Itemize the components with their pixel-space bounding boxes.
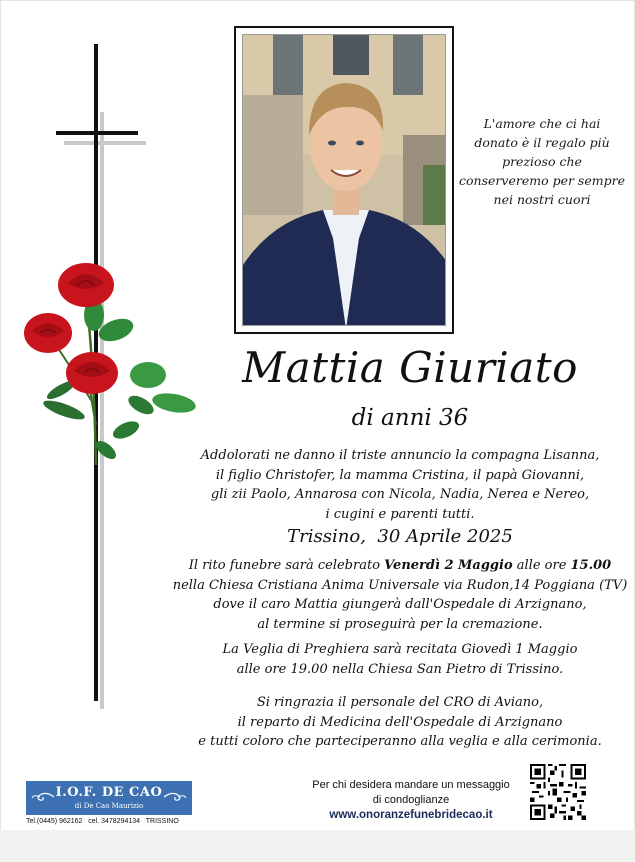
vigil-details: [170, 640, 630, 679]
place-and-date: Trissino, 30 Aprile 2025: [287, 526, 513, 547]
ornament-icon: [30, 790, 56, 804]
thanks-line: e tutti coloro che parteciperanno alla veglia e alla cerimonia.: [198, 734, 602, 749]
deceased-age: di anni 36: [351, 405, 469, 431]
agency-logo[interactable]: [26, 781, 192, 815]
condolence-line: di condoglianze: [372, 794, 450, 806]
memorial-quote: [458, 114, 626, 209]
funeral-line: nella Chiesa Cristiana Anima Universale via Rudon,14 Poggiana (TV): [172, 577, 628, 593]
cross-shadow-horizontal: [64, 141, 146, 145]
thanks-text: [170, 693, 630, 752]
funeral-line: dove il caro Mattia giungerà dall'Ospedale di Arzignano,: [213, 597, 587, 612]
announcement-line: Addolorati ne danno il triste annuncio la compagna Lisanna,: [200, 448, 600, 463]
quote-line: nei nostri cuori: [493, 192, 591, 207]
ornament-icon: [162, 790, 188, 804]
funeral-intro: Il rito funebre sarà celebrato: [188, 558, 385, 573]
announcement-line: i cugini e parenti tutti.: [325, 506, 475, 522]
qr-code-icon[interactable]: [530, 764, 586, 820]
funeral-time: 15.00: [570, 558, 612, 573]
quote-line: L'amore che ci hai: [483, 116, 601, 131]
thanks-line: il reparto di Medicina dell'Ospedale di Arzignano: [237, 714, 563, 730]
thanks-line: Si ringrazia il personale del CRO di Aviano,: [256, 695, 544, 710]
agency-contact: Tel.(0445) 962162 cel. 3478294134 TRISSINO: [26, 818, 179, 825]
funeral-details: [170, 556, 630, 634]
funeral-line: al termine si proseguirà per la cremazione.: [257, 616, 543, 632]
funeral-mid: alle ore: [512, 558, 571, 573]
agency-logo-title: I.O.F. DE CAO: [55, 785, 163, 800]
condolence-line: Per chi desidera mandare un messaggio: [312, 779, 510, 791]
quote-line: conserveremo per sempre: [459, 173, 625, 188]
vigil-line: alle ore 19.00 nella Chiesa San Pietro di Trissino.: [236, 661, 564, 677]
deceased-name: Mattia Giuriato: [242, 343, 578, 392]
vigil-line: La Veglia di Preghiera sarà recitata Giovedì 1 Maggio: [222, 642, 578, 657]
announcement-text: [170, 446, 630, 524]
announcement-line: il figlio Christofer, la mamma Cristina, il papà Giovanni,: [215, 467, 585, 483]
cross-horizontal-bar: [56, 131, 138, 135]
quote-line: prezioso che: [502, 154, 582, 169]
red-roses-icon: [16, 255, 206, 475]
condolence-website-link[interactable]: www.onoranzefunebridecao.it: [329, 809, 493, 821]
funeral-line: [170, 556, 630, 576]
agency-logo-subtitle: di De Cao Maurizio: [74, 802, 144, 810]
portrait-photo: [242, 34, 446, 326]
funeral-date: Venerdì 2 Maggio: [384, 558, 513, 573]
condolence-info: [300, 778, 522, 823]
bottom-strip: [0, 830, 635, 862]
quote-line: donato è il regalo più: [474, 135, 610, 150]
portrait-frame: [234, 26, 454, 334]
announcement-line: gli zii Paolo, Annarosa con Nicola, Nadia, Nerea e Nereo,: [210, 487, 590, 502]
